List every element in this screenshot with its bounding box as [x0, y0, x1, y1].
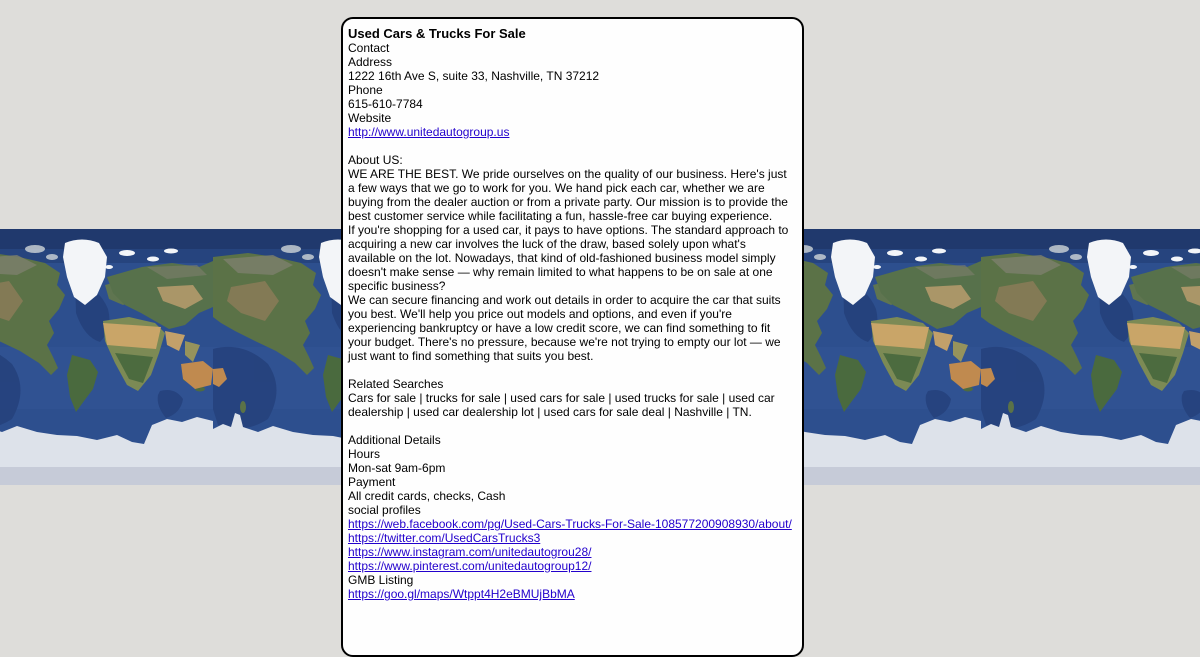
business-title: Used Cars & Trucks For Sale — [348, 26, 526, 41]
world-tile — [981, 229, 1200, 485]
payment-value: All credit cards, checks, Cash — [348, 489, 506, 503]
payment-label: Payment — [348, 475, 396, 489]
instagram-link[interactable]: https://www.instagram.com/unitedautogrou28/ — [348, 545, 592, 559]
spacer — [348, 139, 796, 153]
hours-value: Mon-sat 9am-6pm — [348, 461, 446, 475]
facebook-link-row — [348, 517, 796, 531]
hours-label: Hours — [348, 447, 381, 461]
address-label: Address — [348, 55, 393, 69]
about-paragraph-3: We can secure financing and work out details in order to acquire the car that suits you best. We'll help you price out models and options, and even if you're experiencing bankruptcy or have a low credit score, we can find something to fit your budget. There's no pressure, because we're not trying to empty our lot — we just want to find something that suits you best. — [348, 293, 781, 363]
website-label: Website — [348, 111, 392, 125]
about-paragraph-2: If you're shopping for a used car, it pays to have options. The standard approach to acquiring a new car involves the luck of the draw, based solely upon what's available on the lot. Nowadays, that kind of old-fashioned business model simply doesn't make sense — why remain limited to what happens to be on sale at one specific business? — [348, 223, 789, 293]
gmb-link-row — [348, 587, 796, 601]
gmb-listing-label: GMB Listing — [348, 573, 414, 587]
website-link[interactable]: http://www.unitedautogroup.us — [348, 125, 510, 139]
world-tile — [0, 229, 213, 485]
phone-label: Phone — [348, 83, 383, 97]
related-searches-text: Cars for sale | trucks for sale | used cars for sale | used trucks for sale | used car dealership | used car dealership lot | used cars for sale deal | Nashville | TN. — [348, 391, 775, 419]
related-searches-heading: Related Searches — [348, 377, 444, 391]
pinterest-link-row — [348, 559, 796, 573]
spacer — [348, 419, 796, 433]
about-heading: About US: — [348, 153, 403, 167]
gmb-link[interactable]: https://goo.gl/maps/Wtppt4H2eBMUjBbMA — [348, 587, 575, 601]
facebook-link[interactable]: https://web.facebook.com/pg/Used-Cars-Trucks-For-Sale-108577200908930/about/ — [348, 517, 792, 531]
website-link-row — [348, 125, 796, 139]
additional-details-heading: Additional Details — [348, 433, 441, 447]
business-info-card — [341, 17, 804, 657]
social-profiles-label: social profiles — [348, 503, 421, 517]
twitter-link-row — [348, 531, 796, 545]
instagram-link-row — [348, 545, 796, 559]
contact-label: Contact — [348, 41, 390, 55]
twitter-link[interactable]: https://twitter.com/UsedCarsTrucks3 — [348, 531, 541, 545]
address-value: 1222 16th Ave S, suite 33, Nashville, TN 37212 — [348, 69, 600, 83]
about-paragraph-1: WE ARE THE BEST. We pride ourselves on the quality of our business. Here's just a few ways that we go to work for you. We hand pick each car, whether we are buying from the dealer auction or from a private party. Our mission is to provide the best customer service while facilitating a fun, hassle-free car buying experience. — [348, 167, 788, 223]
pinterest-link[interactable]: https://www.pinterest.com/unitedautogroup12/ — [348, 559, 592, 573]
phone-value: 615-610-7784 — [348, 97, 423, 111]
spacer — [348, 363, 796, 377]
